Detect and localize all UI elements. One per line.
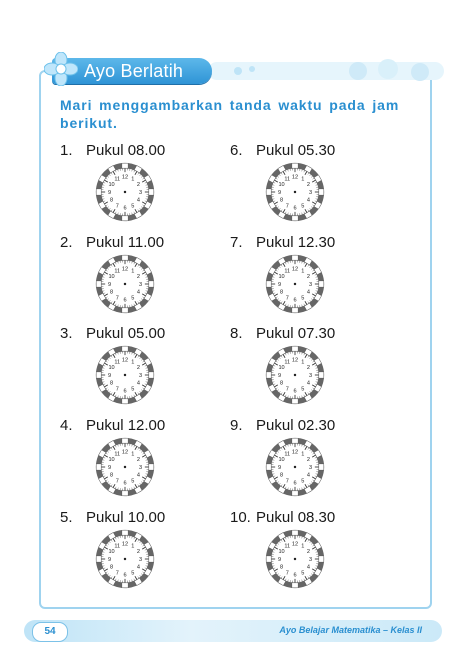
item-time-text: Pukul 02.30 [256, 417, 336, 434]
clock-hour-box [292, 216, 298, 221]
clock-numeral: 1 [131, 176, 135, 183]
clock-numeral: 12 [121, 449, 129, 456]
instruction-text: Mari menggambarkan tanda waktu pada jam berikut. [60, 97, 400, 131]
clock-numeral: 5 [301, 386, 305, 393]
clock-numeral: 8 [110, 197, 114, 204]
clock-numeral: 9 [277, 372, 282, 379]
item-number: 8. [230, 325, 243, 342]
clock-numeral: 7 [115, 203, 119, 210]
clock-numeral: 11 [284, 176, 291, 183]
clock-numeral: 9 [107, 464, 112, 471]
clock-face-icon[interactable] [264, 436, 326, 498]
clock-numeral: 11 [284, 543, 291, 550]
clock-center-dot [124, 283, 126, 285]
clock-center-dot [124, 374, 126, 376]
clock-numeral: 7 [285, 203, 289, 210]
clock-face-icon[interactable] [94, 161, 156, 223]
item-time-text: Pukul 07.30 [256, 325, 336, 342]
clock-hour-box [266, 464, 271, 470]
clock-numeral: 5 [131, 570, 135, 577]
clock-center-dot [294, 558, 296, 560]
clock-hour-box [266, 372, 271, 378]
page-number: 54 [32, 622, 68, 642]
clock-hour-box [122, 255, 128, 260]
clock-hour-box [319, 464, 324, 470]
clock-numeral: 4 [306, 197, 310, 204]
exercise-item-6 [230, 142, 335, 159]
clock-numeral: 2 [136, 365, 140, 372]
clock-numeral: 11 [284, 359, 291, 366]
clock-numeral: 11 [114, 268, 121, 275]
clock-numeral: 5 [131, 295, 135, 302]
clock-numeral: 6 [293, 205, 297, 212]
clock-numeral: 11 [284, 268, 291, 275]
clock-face-icon[interactable] [264, 528, 326, 590]
clock-center-dot [124, 191, 126, 193]
exercise-item-9 [230, 417, 335, 434]
clock-numeral: 7 [115, 478, 119, 485]
clock-hour-box [266, 556, 271, 562]
clock-face-icon[interactable] [94, 253, 156, 315]
clock-hour-box [122, 399, 128, 404]
clock-numeral: 5 [131, 386, 135, 393]
clock-numeral: 2 [306, 457, 310, 464]
clock-numeral: 2 [306, 365, 310, 372]
clock-face-icon[interactable] [94, 344, 156, 406]
clock-hour-box [149, 189, 154, 195]
exercise-item-10 [230, 509, 335, 526]
clock-hour-box [96, 372, 101, 378]
clock-numeral: 8 [280, 289, 284, 296]
clock-numeral: 4 [136, 197, 140, 204]
item-time-text: Pukul 08.00 [86, 142, 166, 159]
clock-numeral: 1 [301, 268, 305, 275]
clock-numeral: 10 [278, 274, 285, 281]
item-time-text: Pukul 05.00 [86, 325, 166, 342]
clock-numeral: 2 [306, 549, 310, 556]
clock-numeral: 7 [115, 570, 119, 577]
clock-numeral: 8 [110, 380, 114, 387]
clock-hour-box [122, 530, 128, 535]
clock-center-dot [124, 466, 126, 468]
clock-numeral: 7 [115, 295, 119, 302]
clock-numeral: 10 [108, 274, 115, 281]
clock-numeral: 8 [280, 472, 284, 479]
clock-hour-box [319, 281, 324, 287]
flower-icon [44, 52, 78, 86]
item-time-text: Pukul 05.30 [256, 142, 336, 159]
clock-numeral: 2 [136, 274, 140, 281]
clock-hour-box [292, 438, 298, 443]
exercise-item-3 [60, 325, 165, 342]
clock-numeral: 1 [301, 543, 305, 550]
clock-numeral: 12 [291, 449, 299, 456]
clock-hour-box [122, 308, 128, 313]
clock-numeral: 6 [293, 572, 297, 579]
clock-numeral: 5 [301, 570, 305, 577]
clock-hour-box [292, 583, 298, 588]
clock-numeral: 12 [121, 174, 129, 181]
clock-numeral: 3 [308, 281, 313, 288]
clock-hour-box [149, 281, 154, 287]
clock-numeral: 12 [291, 357, 299, 364]
exercise-item-2 [60, 234, 164, 251]
clock-numeral: 6 [123, 297, 127, 304]
clock-numeral: 6 [293, 388, 297, 395]
clock-hour-box [319, 372, 324, 378]
clock-numeral: 9 [277, 281, 282, 288]
clock-numeral: 6 [123, 480, 127, 487]
clock-numeral: 7 [285, 478, 289, 485]
item-time-text: Pukul 08.30 [256, 509, 336, 526]
clock-hour-box [292, 346, 298, 351]
clock-numeral: 10 [278, 457, 285, 464]
clock-center-dot [294, 466, 296, 468]
book-title: Ayo Belajar Matematika – Kelas II [279, 625, 422, 635]
clock-numeral: 2 [136, 182, 140, 189]
clock-numeral: 4 [306, 380, 310, 387]
clock-numeral: 1 [131, 543, 135, 550]
clock-numeral: 3 [308, 556, 313, 563]
item-number: 1. [60, 142, 73, 159]
clock-hour-box [122, 438, 128, 443]
clock-numeral: 3 [308, 372, 313, 379]
clock-numeral: 4 [136, 380, 140, 387]
clock-hour-box [122, 163, 128, 168]
clock-numeral: 7 [285, 386, 289, 393]
clock-numeral: 3 [308, 189, 313, 196]
clock-numeral: 12 [121, 357, 129, 364]
clock-numeral: 12 [121, 541, 129, 548]
clock-numeral: 5 [131, 478, 135, 485]
clock-hour-box [122, 491, 128, 496]
clock-numeral: 3 [308, 464, 313, 471]
clock-hour-box [96, 189, 101, 195]
exercise-item-4 [60, 417, 165, 434]
clock-numeral: 1 [131, 359, 135, 366]
clock-numeral: 8 [110, 289, 114, 296]
item-number: 4. [60, 417, 73, 434]
clock-hour-box [122, 346, 128, 351]
clock-hour-box [96, 556, 101, 562]
clock-hour-box [149, 464, 154, 470]
clock-numeral: 2 [136, 457, 140, 464]
clock-numeral: 5 [301, 478, 305, 485]
clock-numeral: 9 [107, 281, 112, 288]
clock-numeral: 9 [277, 189, 282, 196]
clock-numeral: 4 [136, 472, 140, 479]
exercise-item-1 [60, 142, 165, 159]
clock-numeral: 1 [301, 176, 305, 183]
clock-numeral: 3 [138, 281, 143, 288]
clock-hour-box [266, 281, 271, 287]
clock-hour-box [292, 163, 298, 168]
banner-cloud-decoration [208, 58, 444, 84]
clock-numeral: 12 [121, 266, 129, 273]
clock-numeral: 3 [138, 556, 143, 563]
clock-numeral: 1 [301, 451, 305, 458]
clock-numeral: 11 [114, 543, 121, 550]
item-time-text: Pukul 10.00 [86, 509, 166, 526]
item-time-text: Pukul 11.00 [86, 234, 165, 251]
clock-hour-box [96, 464, 101, 470]
clock-hour-box [292, 530, 298, 535]
clock-numeral: 1 [301, 359, 305, 366]
clock-hour-box [292, 399, 298, 404]
clock-numeral: 8 [110, 564, 114, 571]
item-number: 10. [230, 509, 251, 526]
clock-numeral: 7 [285, 295, 289, 302]
clock-numeral: 6 [293, 297, 297, 304]
clock-face-icon[interactable] [264, 161, 326, 223]
item-time-text: Pukul 12.30 [256, 234, 336, 251]
clock-numeral: 12 [291, 174, 299, 181]
clock-numeral: 10 [108, 457, 115, 464]
clock-numeral: 3 [138, 464, 143, 471]
clock-numeral: 5 [301, 295, 305, 302]
clock-numeral: 4 [306, 564, 310, 571]
clock-numeral: 10 [108, 182, 115, 189]
clock-hour-box [122, 583, 128, 588]
clock-numeral: 1 [131, 451, 135, 458]
clock-numeral: 10 [278, 549, 285, 556]
clock-center-dot [124, 558, 126, 560]
clock-face-icon[interactable] [264, 253, 326, 315]
clock-face-icon[interactable] [94, 528, 156, 590]
clock-numeral: 11 [114, 359, 121, 366]
clock-numeral: 5 [131, 203, 135, 210]
clock-hour-box [266, 189, 271, 195]
clock-numeral: 6 [123, 572, 127, 579]
clock-numeral: 8 [280, 197, 284, 204]
clock-numeral: 10 [108, 549, 115, 556]
clock-numeral: 6 [123, 205, 127, 212]
clock-numeral: 4 [306, 472, 310, 479]
section-title: Ayo Berlatih [84, 61, 184, 81]
clock-hour-box [319, 189, 324, 195]
clock-hour-box [319, 556, 324, 562]
clock-center-dot [294, 374, 296, 376]
clock-hour-box [96, 281, 101, 287]
clock-hour-box [149, 556, 154, 562]
exercise-item-8 [230, 325, 335, 342]
clock-numeral: 9 [107, 556, 112, 563]
clock-numeral: 8 [110, 472, 114, 479]
clock-numeral: 5 [301, 203, 305, 210]
item-number: 2. [60, 234, 73, 251]
item-number: 3. [60, 325, 73, 342]
clock-numeral: 11 [114, 176, 121, 183]
clock-center-dot [294, 191, 296, 193]
clock-hour-box [122, 216, 128, 221]
clock-numeral: 2 [306, 274, 310, 281]
clock-numeral: 4 [136, 289, 140, 296]
clock-numeral: 6 [293, 480, 297, 487]
clock-numeral: 10 [278, 365, 285, 372]
clock-numeral: 4 [136, 564, 140, 571]
clock-numeral: 8 [280, 380, 284, 387]
exercise-item-5 [60, 509, 165, 526]
clock-hour-box [292, 255, 298, 260]
clock-numeral: 7 [115, 386, 119, 393]
clock-hour-box [292, 491, 298, 496]
clock-numeral: 9 [277, 556, 282, 563]
clock-numeral: 11 [114, 451, 121, 458]
clock-numeral: 3 [138, 372, 143, 379]
clock-hour-box [292, 308, 298, 313]
clock-numeral: 3 [138, 189, 143, 196]
clock-numeral: 6 [123, 388, 127, 395]
clock-numeral: 2 [306, 182, 310, 189]
clock-numeral: 2 [136, 549, 140, 556]
item-time-text: Pukul 12.00 [86, 417, 166, 434]
clock-face-icon[interactable] [94, 436, 156, 498]
clock-hour-box [149, 372, 154, 378]
clock-face-icon[interactable] [264, 344, 326, 406]
clock-center-dot [294, 283, 296, 285]
clock-numeral: 4 [306, 289, 310, 296]
clock-numeral: 11 [284, 451, 291, 458]
item-number: 7. [230, 234, 243, 251]
clock-numeral: 7 [285, 570, 289, 577]
clock-numeral: 9 [277, 464, 282, 471]
clock-numeral: 9 [107, 189, 112, 196]
item-number: 9. [230, 417, 243, 434]
clock-numeral: 1 [131, 268, 135, 275]
clock-numeral: 10 [278, 182, 285, 189]
clock-numeral: 8 [280, 564, 284, 571]
exercise-item-7 [230, 234, 335, 251]
clock-numeral: 12 [291, 266, 299, 273]
clock-numeral: 9 [107, 372, 112, 379]
item-number: 6. [230, 142, 243, 159]
clock-numeral: 12 [291, 541, 299, 548]
item-number: 5. [60, 509, 73, 526]
clock-numeral: 10 [108, 365, 115, 372]
